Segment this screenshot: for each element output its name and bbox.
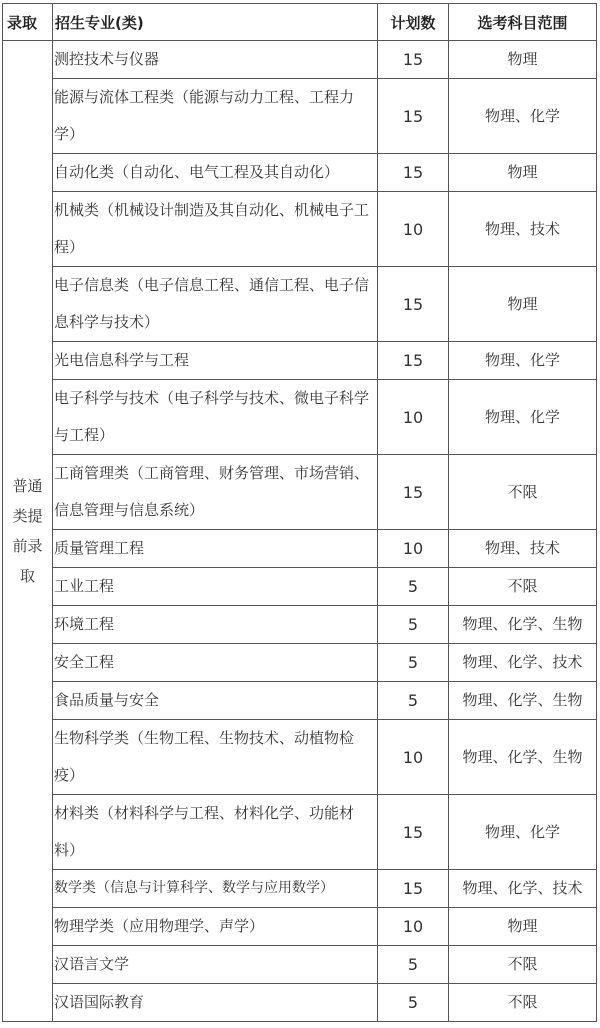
subject-cell: 物理 xyxy=(449,41,597,79)
major-cell: 机械类（机械设计制造及其自动化、机械电子工程） xyxy=(53,192,378,267)
major-cell: 汉语国际教育 xyxy=(53,984,378,1022)
table-row xyxy=(3,795,597,870)
table-row xyxy=(3,568,597,606)
major-cell: 数学类（信息与计算科学、数学与应用数学） xyxy=(53,870,378,908)
subject-cell: 物理、化学、生物 xyxy=(449,720,597,795)
subject-cell: 物理 xyxy=(449,267,597,342)
subject-cell: 物理、化学 xyxy=(449,342,597,380)
plan-cell: 5 xyxy=(378,568,449,606)
plan-cell: 10 xyxy=(378,192,449,267)
major-cell: 汉语言文学 xyxy=(53,946,378,984)
major-cell: 测控技术与仪器 xyxy=(53,41,378,79)
subject-cell: 不限 xyxy=(449,568,597,606)
subject-cell: 物理、化学、技术 xyxy=(449,870,597,908)
plan-cell: 5 xyxy=(378,606,449,644)
major-cell: 环境工程 xyxy=(53,606,378,644)
subject-cell: 物理、技术 xyxy=(449,192,597,267)
major-cell: 食品质量与安全 xyxy=(53,682,378,720)
subject-cell: 物理、技术 xyxy=(449,530,597,568)
major-cell: 工商管理类（工商管理、财务管理、市场营销、信息管理与信息系统） xyxy=(53,455,378,530)
plan-cell: 15 xyxy=(378,154,449,192)
table-row xyxy=(3,908,597,946)
major-cell: 生物科学类（生物工程、生物技术、动植物检疫） xyxy=(53,720,378,795)
major-cell: 物理学类（应用物理学、声学） xyxy=(53,908,378,946)
plan-cell: 15 xyxy=(378,267,449,342)
subject-cell: 物理、化学 xyxy=(449,795,597,870)
table-row xyxy=(3,720,597,795)
table-header-row xyxy=(3,4,597,41)
plan-cell: 10 xyxy=(378,908,449,946)
subject-cell: 物理、化学 xyxy=(449,380,597,455)
plan-cell: 5 xyxy=(378,644,449,682)
table-row xyxy=(3,984,597,1022)
table-row xyxy=(3,455,597,530)
major-cell: 自动化类（自动化、电气工程及其自动化） xyxy=(53,154,378,192)
subject-cell: 物理、化学、技术 xyxy=(449,644,597,682)
subject-cell: 不限 xyxy=(449,946,597,984)
major-cell: 能源与流体工程类（能源与动力工程、工程力学） xyxy=(53,79,378,154)
plan-cell: 10 xyxy=(378,530,449,568)
enrollment-table xyxy=(2,3,597,1022)
subject-cell: 物理、化学、生物 xyxy=(449,682,597,720)
major-cell: 安全工程 xyxy=(53,644,378,682)
header-plan-count: 计划数 xyxy=(378,4,449,41)
table-row xyxy=(3,870,597,908)
table-row xyxy=(3,267,597,342)
plan-cell: 5 xyxy=(378,682,449,720)
major-cell: 光电信息科学与工程 xyxy=(53,342,378,380)
table-row xyxy=(3,192,597,267)
plan-cell: 5 xyxy=(378,984,449,1022)
plan-cell: 15 xyxy=(378,342,449,380)
subject-cell: 物理 xyxy=(449,908,597,946)
table-row xyxy=(3,41,597,79)
plan-cell: 10 xyxy=(378,380,449,455)
plan-cell: 15 xyxy=(378,870,449,908)
plan-cell: 15 xyxy=(378,41,449,79)
table-row xyxy=(3,644,597,682)
subject-cell: 不限 xyxy=(449,984,597,1022)
header-admission-type: 录取 xyxy=(3,4,53,41)
table-row xyxy=(3,606,597,644)
major-cell: 工业工程 xyxy=(53,568,378,606)
major-cell: 电子科学与技术（电子科学与技术、微电子科学与工程） xyxy=(53,380,378,455)
table-row xyxy=(3,530,597,568)
table-row xyxy=(3,380,597,455)
table-body xyxy=(3,41,597,1022)
admission-type-cell: 普通类提前录取 xyxy=(3,41,53,1022)
table-row xyxy=(3,154,597,192)
plan-cell: 15 xyxy=(378,795,449,870)
major-cell: 电子信息类（电子信息工程、通信工程、电子信息科学与技术） xyxy=(53,267,378,342)
subject-cell: 不限 xyxy=(449,455,597,530)
major-cell: 材料类（材料科学与工程、材料化学、功能材料） xyxy=(53,795,378,870)
major-cell: 质量管理工程 xyxy=(53,530,378,568)
header-major: 招生专业(类) xyxy=(53,4,378,41)
subject-cell: 物理 xyxy=(449,154,597,192)
table-row xyxy=(3,946,597,984)
table-row xyxy=(3,342,597,380)
table-row xyxy=(3,79,597,154)
table-row xyxy=(3,682,597,720)
subject-cell: 物理、化学 xyxy=(449,79,597,154)
plan-cell: 15 xyxy=(378,79,449,154)
subject-cell: 物理、化学、生物 xyxy=(449,606,597,644)
header-subject-range: 选考科目范围 xyxy=(449,4,597,41)
plan-cell: 10 xyxy=(378,720,449,795)
plan-cell: 15 xyxy=(378,455,449,530)
plan-cell: 5 xyxy=(378,946,449,984)
